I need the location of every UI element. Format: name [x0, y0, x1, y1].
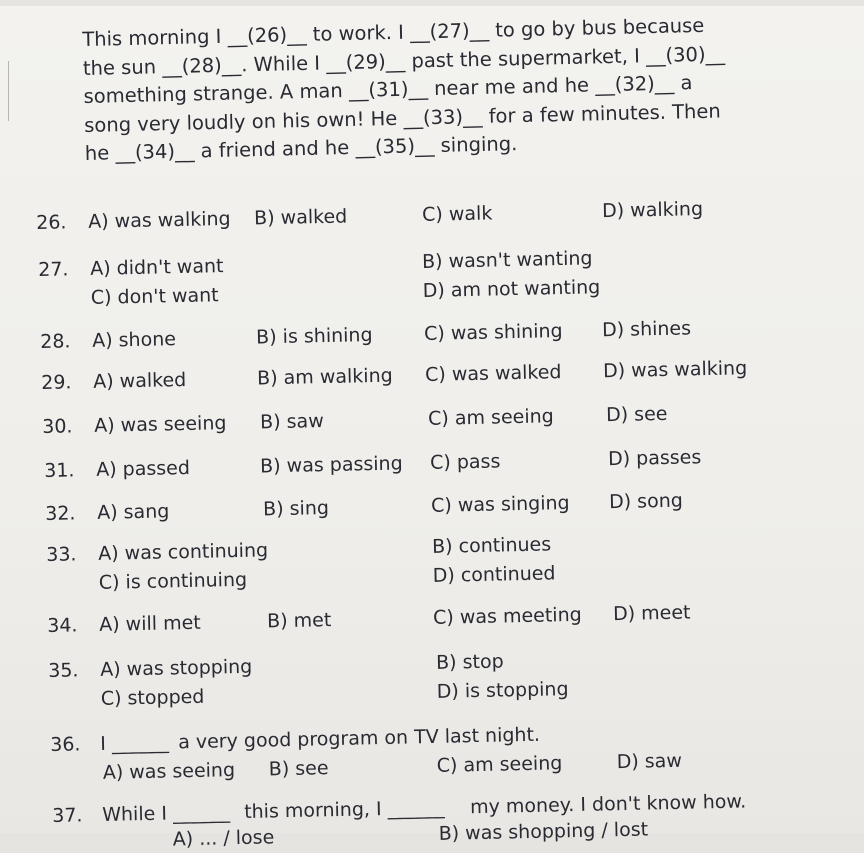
question-stem: this morning, I ______: [243, 796, 445, 823]
option-d[interactable]: D) passes: [607, 446, 702, 471]
option-d[interactable]: D) was walking: [602, 357, 748, 383]
option-b[interactable]: B) continues: [431, 533, 552, 558]
option-a[interactable]: A) didn't want: [89, 255, 224, 280]
option-b[interactable]: B) was shopping / lost: [438, 818, 649, 845]
option-d[interactable]: D) song: [608, 489, 684, 514]
passage-line: he __(34)__ a friend and he __(35)__ singing.: [84, 132, 518, 165]
question-stem: While I ______: [101, 801, 231, 826]
option-d[interactable]: D) saw: [616, 749, 683, 774]
option-b[interactable]: B) walked: [253, 205, 348, 230]
option-b[interactable]: B) see: [268, 757, 329, 781]
question-number: 36.: [50, 733, 81, 756]
question-number: 31.: [44, 459, 75, 482]
worksheet-page: [0, 6, 864, 851]
option-d[interactable]: D) is stopping: [436, 678, 569, 703]
question-stem: my money. I don't know how.: [469, 790, 747, 819]
question-stem: a very good program on TV last night.: [177, 723, 541, 754]
option-b[interactable]: B) saw: [259, 410, 324, 434]
option-b[interactable]: B) wasn't wanting: [421, 247, 593, 273]
question-number: 33.: [46, 543, 77, 566]
passage-line: This morning I __(26)__ to work. I __(27)__ to go by bus because: [82, 13, 705, 51]
question-number: 26.: [36, 211, 67, 234]
option-a[interactable]: A) was seeing: [102, 759, 236, 784]
question-number: 37.: [52, 804, 83, 827]
passage-line: the sun __(28)__. While I __(29)__ past the supermarket, I __(30)__: [82, 41, 726, 80]
option-d[interactable]: D) continued: [432, 562, 556, 587]
option-b[interactable]: B) is shining: [255, 324, 373, 349]
question-number: 34.: [47, 614, 78, 637]
passage-line: something strange. A man __(31)__ near me and he __(32)__ a: [83, 71, 693, 108]
option-c[interactable]: C) am seeing: [436, 752, 563, 777]
option-d[interactable]: D) meet: [612, 601, 691, 626]
option-b[interactable]: B) met: [266, 609, 332, 633]
option-a[interactable]: A) shone: [91, 328, 177, 352]
option-c[interactable]: C) pass: [429, 450, 501, 474]
option-a[interactable]: A) was seeing: [93, 412, 227, 437]
option-b[interactable]: B) am walking: [256, 364, 393, 390]
option-a[interactable]: A) was continuing: [97, 539, 269, 565]
option-c[interactable]: C) am seeing: [427, 405, 554, 430]
option-c[interactable]: C) was singing: [430, 492, 570, 517]
question-number: 28.: [40, 330, 71, 353]
option-b[interactable]: B) stop: [435, 650, 504, 674]
option-a[interactable]: A) sang: [96, 500, 170, 524]
option-b[interactable]: B) sing: [262, 497, 330, 521]
option-a[interactable]: A) ... / lose: [172, 826, 275, 851]
question-number: 27.: [38, 258, 69, 281]
option-d[interactable]: D) shines: [601, 317, 692, 342]
question-number: 35.: [48, 659, 79, 682]
margin-line: [8, 61, 9, 121]
question-stem: I ______: [99, 731, 170, 755]
option-a[interactable]: A) was stopping: [99, 655, 253, 681]
option-d[interactable]: D) see: [605, 402, 668, 427]
option-c[interactable]: C) is continuing: [98, 568, 248, 594]
option-a[interactable]: A) was walking: [87, 207, 231, 233]
option-c[interactable]: C) was meeting: [432, 603, 582, 629]
option-b[interactable]: B) was passing: [259, 452, 403, 478]
option-a[interactable]: A) passed: [95, 456, 191, 481]
option-d[interactable]: D) am not wanting: [422, 276, 601, 302]
question-number: 32.: [45, 502, 76, 525]
option-c[interactable]: C) was shining: [423, 320, 563, 345]
question-number: 29.: [41, 371, 72, 394]
option-a[interactable]: A) will met: [98, 611, 201, 636]
option-a[interactable]: A) walked: [92, 368, 187, 393]
passage-line: song very loudly on his own! He __(33)__ for a few minutes. Then: [83, 99, 721, 137]
question-number: 30.: [42, 415, 73, 438]
option-c[interactable]: C) stopped: [100, 685, 205, 710]
option-c[interactable]: C) don't want: [90, 284, 219, 309]
option-c[interactable]: C) was walked: [424, 361, 562, 386]
reading-passage: [82, 10, 785, 168]
option-d[interactable]: D) walking: [601, 198, 704, 223]
option-c[interactable]: C) walk: [421, 202, 493, 226]
